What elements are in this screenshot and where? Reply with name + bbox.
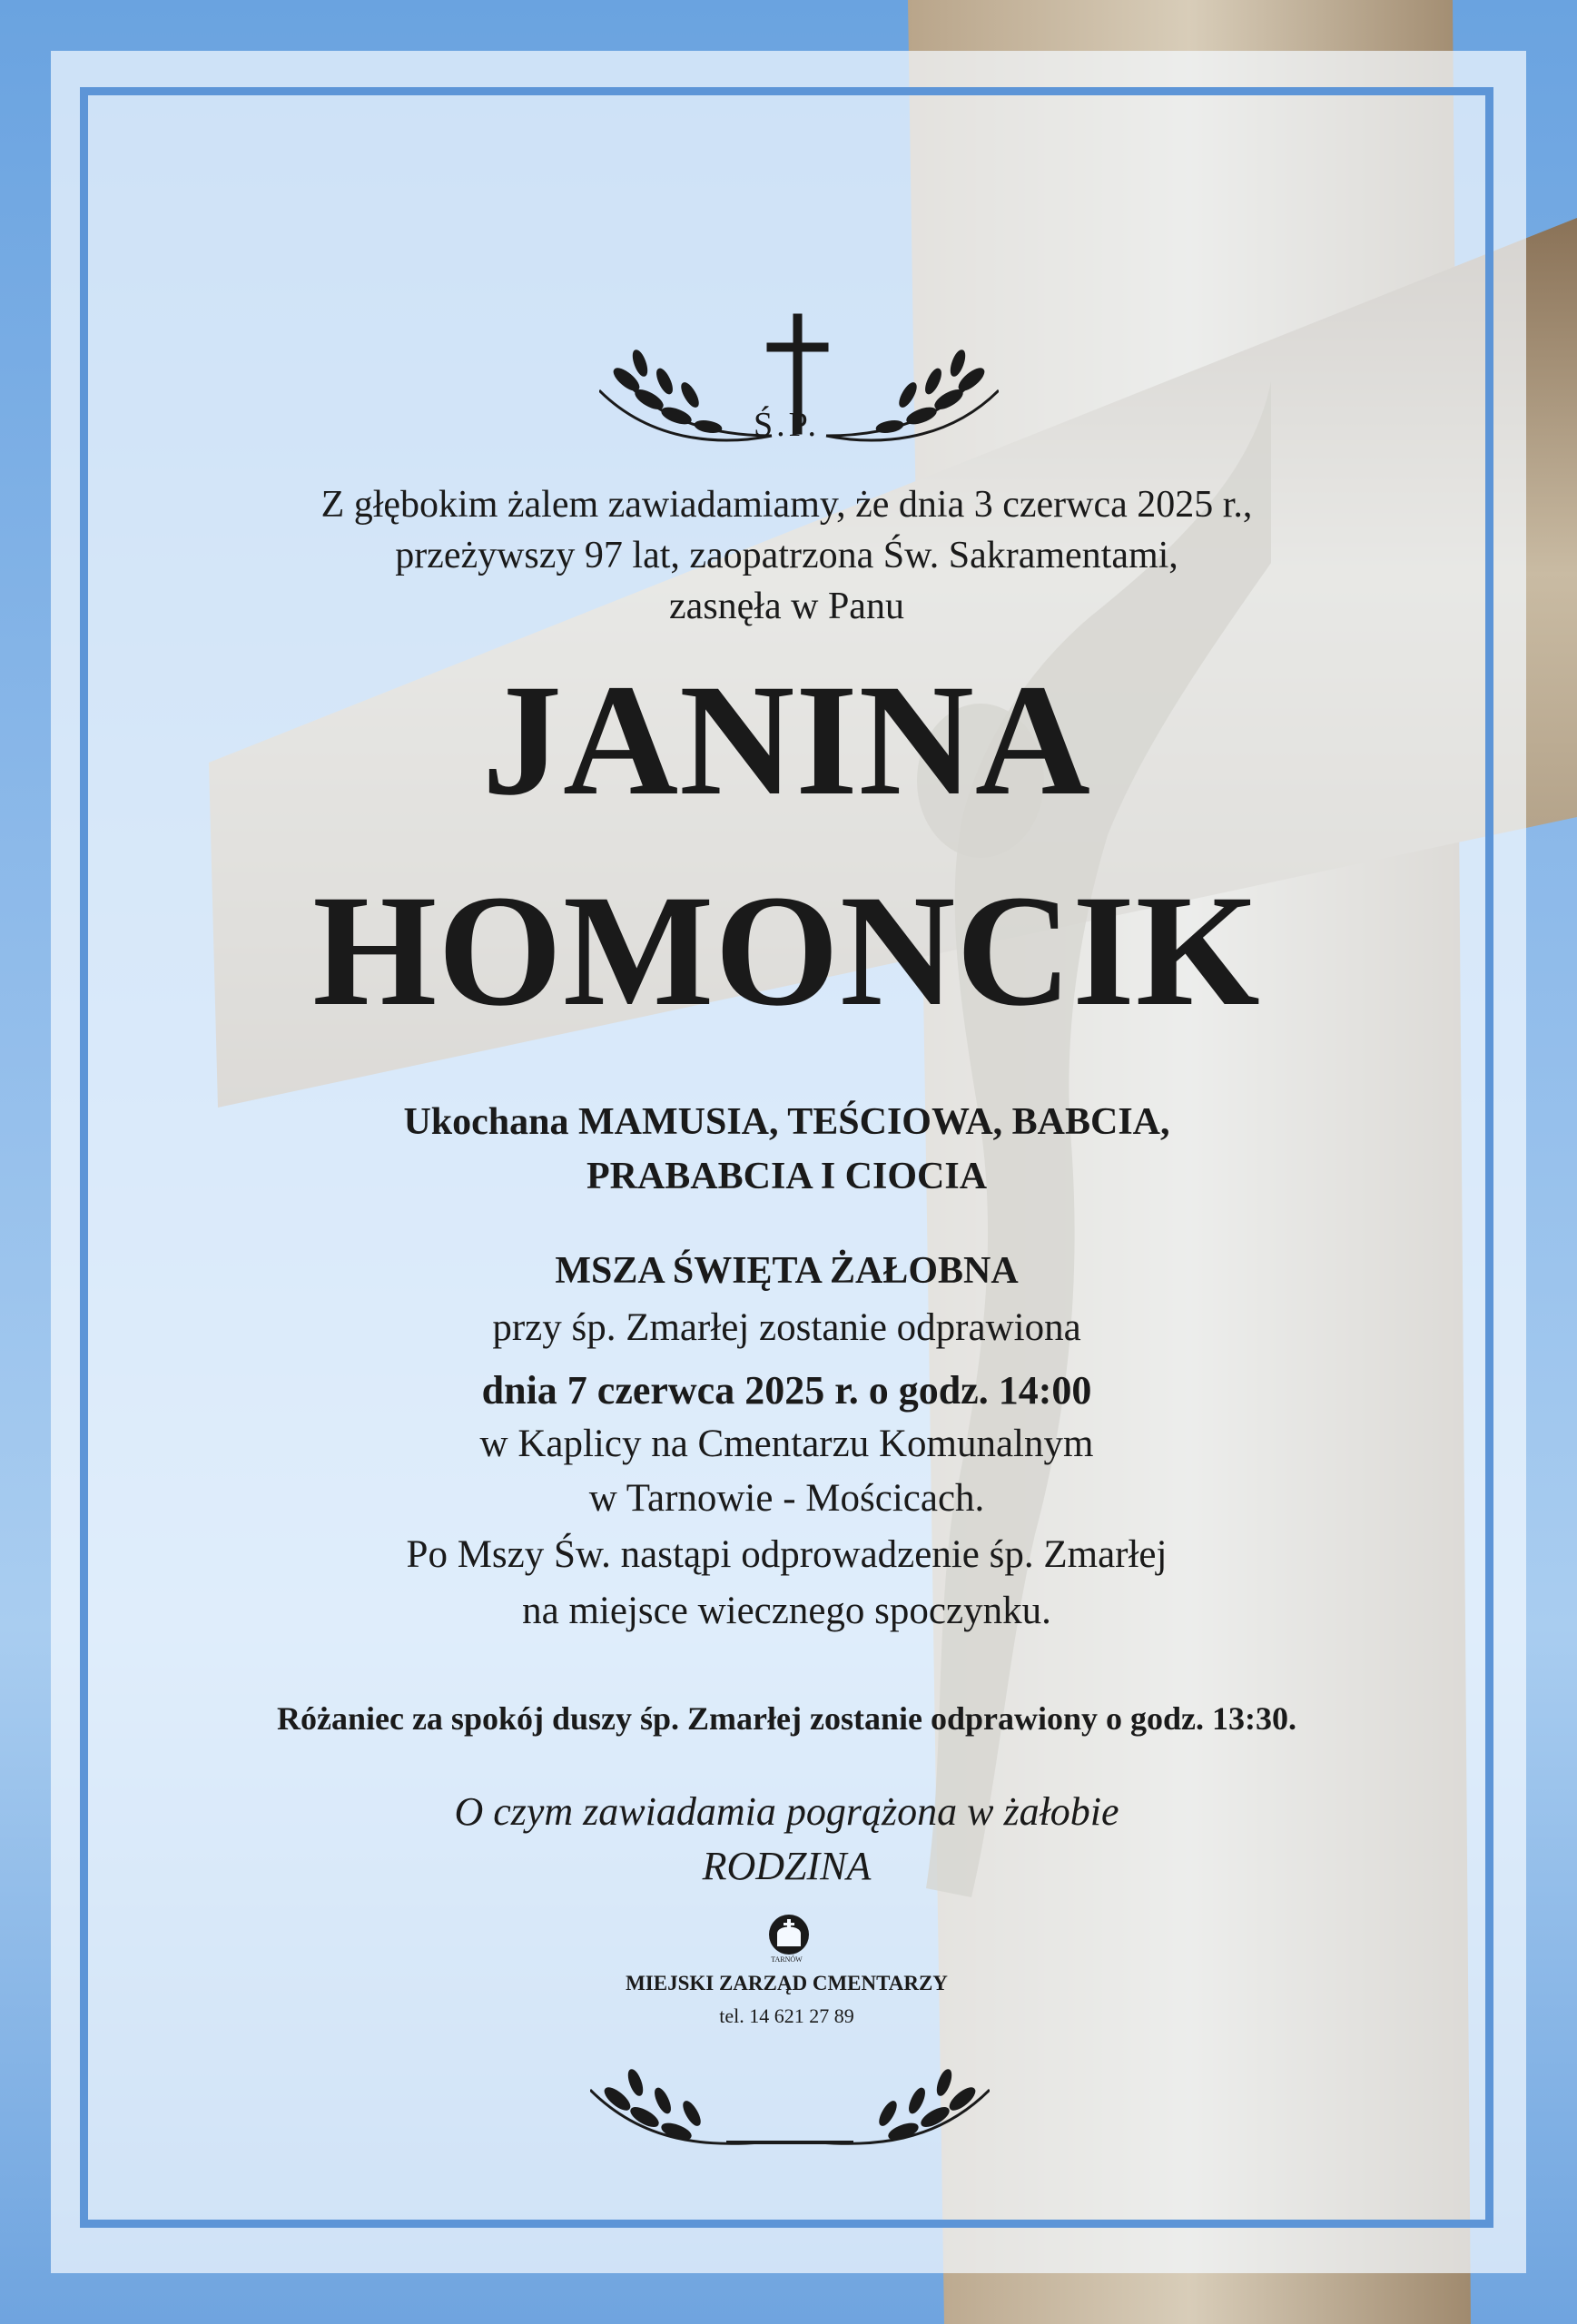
closing-line-1: O czym zawiadamia pogrążona w żałobie (454, 1789, 1119, 1834)
laurel-left-icon (590, 2069, 763, 2143)
deceased-first-name: JANINA (482, 652, 1091, 829)
relations-line-2: PRABABCIA I CIOCIA (586, 1156, 988, 1197)
mass-date-time: dnia 7 czerwca 2025 r. o godz. 14:00 (481, 1368, 1092, 1413)
sp-initials: Ś.P. (753, 406, 821, 444)
mzc-logo-icon (768, 1914, 810, 1955)
organization-phone: tel. 14 621 27 89 (719, 2004, 854, 2027)
organization-name: MIEJSKI ZARZĄD CMENTARZY (626, 1972, 948, 1994)
mass-line-4: w Tarnowie - Mościcach. (588, 1477, 985, 1520)
mass-line-1: przy śp. Zmarłej zostanie odprawiona (492, 1306, 1081, 1349)
bottom-laurel-ornament (590, 2063, 990, 2162)
relations-line-1: Ukochana MAMUSIA, TEŚCIOWA, BABCIA, (403, 1101, 1170, 1143)
laurel-right-icon (817, 2069, 990, 2143)
mass-line-5: Po Mszy Św. nastąpi odprowadzenie śp. Zmarłej (406, 1533, 1168, 1576)
intro-line-1: Z głębokim żalem zawiadamiamy, że dnia 3 czerwca 2025 r., (320, 484, 1253, 526)
mass-heading: MSZA ŚWIĘTA ŻAŁOBNA (555, 1250, 1019, 1292)
deceased-last-name: HOMONCIK (312, 862, 1261, 1039)
logo-caption: TARNÓW (771, 1955, 803, 1964)
closing-family: RODZINA (702, 1844, 872, 1888)
intro-line-2: przeżywszy 97 lat, zaopatrzona Św. Sakramentami, (395, 535, 1178, 576)
mass-line-3: w Kaplicy na Cmentarzu Komunalnym (479, 1423, 1094, 1465)
intro-line-3: zasnęła w Panu (669, 586, 904, 627)
mass-line-6: na miejsce wiecznego spoczynku. (522, 1590, 1051, 1632)
rosary-notice: Różaniec za spokój duszy śp. Zmarłej zostanie odprawiony o godz. 13:30. (277, 1700, 1296, 1737)
